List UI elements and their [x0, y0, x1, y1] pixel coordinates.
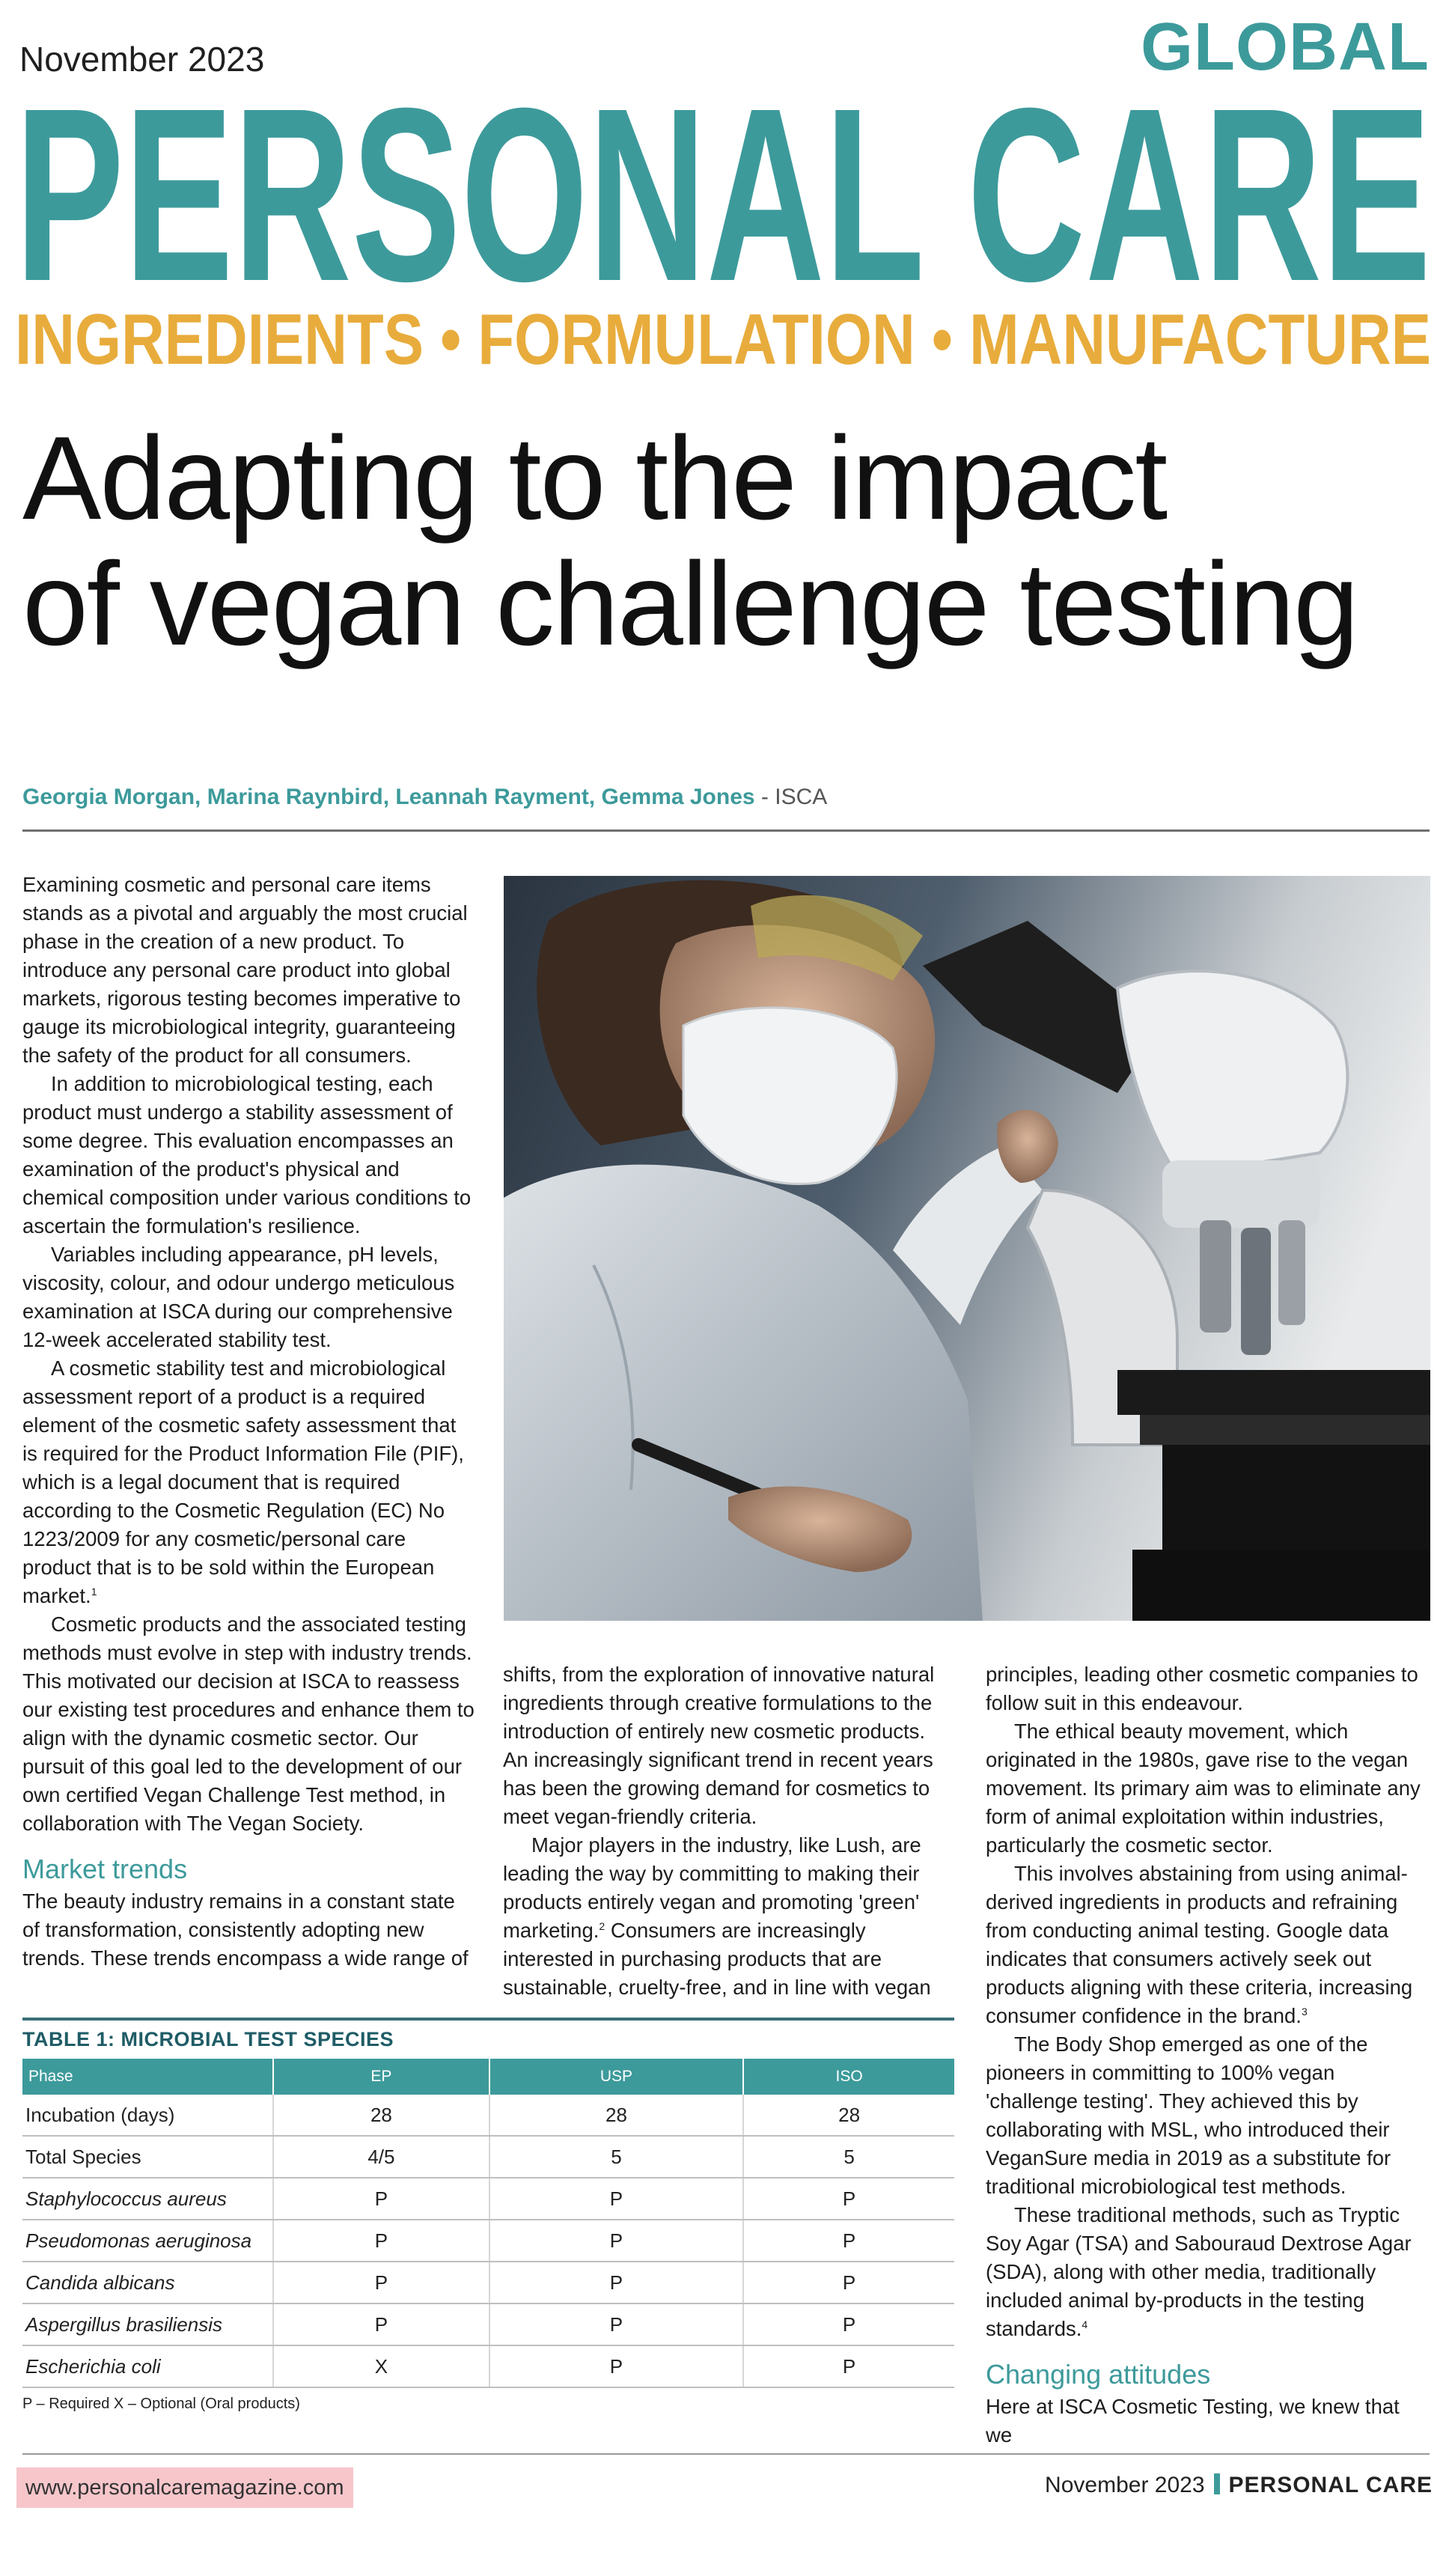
table-row [22, 2262, 954, 2304]
table-row [22, 2095, 954, 2136]
paragraph: The beauty industry remains in a constant state of transformation, consistently adopting new trends. These trends encompass a wide range of [22, 1890, 469, 1970]
paragraph: Cosmetic products and the associated testing methods must evolve in step with industry trends. This motivated our decision at ISCA to reassess our existing test procedures and enhance them to align with the dynamic cosmetic sector. Our pursuit of this goal led to the development of our own certified Vegan Challenge Test method, in collaboration with The Vegan Society. [22, 1613, 475, 1835]
cell: P [743, 2304, 954, 2345]
magazine-logo [15, 84, 1434, 301]
magazine-tagline [15, 301, 1434, 376]
microbial-species-table [22, 2018, 954, 2413]
cell: P [743, 2345, 954, 2387]
footnote-ref: 3 [1301, 2005, 1308, 2018]
issue-date: November 2023 [19, 40, 265, 79]
cell: 28 [489, 2095, 743, 2136]
header-ep: EP [273, 2059, 489, 2095]
cell: P [489, 2262, 743, 2304]
footnote-ref: 1 [91, 1585, 97, 1598]
paragraph: In addition to microbiological testing, each product must undergo a stability assessment of some degree. This evaluation encompasses an examination of the product's physical and chemical composition under various conditions to ascertain the formulation's resilience. [22, 1072, 472, 1237]
byline [22, 785, 827, 810]
footnote-ref: 2 [599, 1919, 605, 1932]
table-legend-note: P – Required X – Optional (Oral products) [22, 2396, 300, 2412]
header-usp: USP [489, 2059, 743, 2095]
paragraph: principles, leading other cosmetic companies to follow suit in this endeavour. [986, 1663, 1418, 1714]
table-row [22, 2220, 954, 2262]
lab-microscope-photo [504, 876, 1430, 1621]
row-label: Aspergillus brasiliensis [22, 2304, 273, 2345]
table-title: TABLE 1: MICROBIAL TEST SPECIES [22, 2028, 394, 2050]
cell: P [273, 2178, 489, 2220]
magazine-brand-name: PERSONAL CARE [15, 84, 1431, 301]
cell: 28 [743, 2095, 954, 2136]
footer-magazine-name: PERSONAL CARE [1228, 2473, 1433, 2497]
paragraph: shifts, from the exploration of innovative natural ingredients through creative formulations to the introduction of entirely new cosmetic products. An increasingly significant trend in recent years has been the growing demand for cosmetics to meet vegan-friendly criteria. [503, 1663, 935, 1828]
magazine-tagline-text: INGREDIENTS • FORMULATION • MANUFACTURE [15, 301, 1431, 376]
table-row [22, 2178, 954, 2220]
cell: P [273, 2220, 489, 2262]
table-row [22, 2304, 954, 2345]
paragraph: Variables including appearance, pH levels, viscosity, colour, and odour undergo meticulous examination at ISCA during our comprehensive 12-week accelerated stability test. [22, 1243, 455, 1351]
table-top-rule [22, 2018, 954, 2021]
cell: P [489, 2304, 743, 2345]
magazine-website-link[interactable]: www.personalcaremagazine.com [16, 2467, 353, 2508]
section-heading-market-trends: Market trends [22, 1854, 188, 1884]
cell: P [489, 2220, 743, 2262]
row-label: Candida albicans [22, 2262, 273, 2304]
cell: P [489, 2345, 743, 2387]
cell: P [743, 2178, 954, 2220]
byline-authors: Georgia Morgan, Marina Raynbird, Leannah Rayment, Gemma Jones [22, 785, 755, 809]
table-row [22, 2345, 954, 2387]
section-heading-changing-attitudes: Changing attitudes [986, 2359, 1211, 2390]
cell: P [273, 2262, 489, 2304]
cell: P [489, 2178, 743, 2220]
paragraph-text: A cosmetic stability test and microbiological assessment report of a product is a required element of the cosmetic safety assessment that is required for the Product Information File (PIF), which is a legal document that is required according to the Cosmetic Regulation (EC) No 1223/2009 for any cosmetic/personal care product that is to be sold within the European market. [22, 1356, 464, 1607]
cell: 4/5 [273, 2136, 489, 2178]
paragraph: Here at ISCA Cosmetic Testing, we knew that we [986, 2395, 1400, 2446]
header-phase: Phase [22, 2059, 273, 2095]
paragraph: The Body Shop emerged as one of the pioneers in committing to 100% vegan 'challenge testing'. They achieved this by collaborating with MSL, who introduced their VeganSure media in 2019 as a substitute for traditional microbiological test methods. [986, 2033, 1391, 2198]
header-iso: ISO [743, 2059, 954, 2095]
paragraph [22, 1354, 475, 1610]
footer-date: November 2023 [1045, 2473, 1205, 2497]
paragraph-text: Consumers are increasingly interested in purchasing products that are sustainable, cruelty-free, and in line with vegan [503, 1919, 931, 1999]
row-label: Incubation (days) [22, 2095, 273, 2136]
row-label: Staphylococcus aureus [22, 2178, 273, 2220]
article-column-3 [986, 1660, 1429, 2449]
headline-line-1: Adapting to the impact [22, 412, 1167, 544]
row-label: Escherichia coli [22, 2345, 273, 2387]
article-column-2 [503, 1660, 952, 2002]
headline-line-2: of vegan challenge testing [22, 538, 1358, 670]
paragraph: The ethical beauty movement, which originated in the 1980s, gave rise to the vegan movement. Its primary aim was to eliminate any form of animal exploitation within industries, particularly the cosmetic sector. [986, 1720, 1421, 1857]
row-label: Pseudomonas aeruginosa [22, 2220, 273, 2262]
paragraph-text: These traditional methods, such as Tryptic Soy Agar (TSA) and Sabouraud Dextrose Agar (SDA), along with other media, traditionally included animal by-products in the testing standards. [986, 2203, 1412, 2340]
cell: P [743, 2262, 954, 2304]
table-row [22, 2136, 954, 2178]
species-table [22, 2059, 954, 2388]
footer-separator [1214, 2473, 1220, 2494]
cell: P [273, 2304, 489, 2345]
table-header-row [22, 2059, 954, 2095]
paragraph [986, 2201, 1429, 2343]
paragraph [503, 1831, 952, 2002]
cell: 5 [489, 2136, 743, 2178]
masthead-global: GLOBAL [1141, 10, 1430, 85]
paragraph-text: This involves abstaining from using animal-derived ingredients in products and refraining from conducting animal testing. Google data indicates that consumers actively seek out products aligning with these criteria, increasing consumer confidence in the brand. [986, 1862, 1413, 2027]
cell: X [273, 2345, 489, 2387]
paragraph: Examining cosmetic and personal care items stands as a pivotal and arguably the most crucial phase in the creation of a new product. To introduce any personal care product into global markets, rigorous testing becomes imperative to gauge its microbiological integrity, guaranteeing the safety of the product for all consumers. [22, 873, 468, 1067]
paragraph [986, 1860, 1429, 2030]
cell: 28 [273, 2095, 489, 2136]
byline-organization: - ISCA [760, 785, 828, 809]
footnote-ref: 4 [1082, 2318, 1088, 2330]
footer-divider [22, 2453, 1430, 2455]
cell: P [743, 2220, 954, 2262]
row-label: Total Species [22, 2136, 273, 2178]
article-headline [22, 412, 1430, 670]
cell: 5 [743, 2136, 954, 2178]
paragraph-text: Major players in the industry, like Lush, are leading the way by committing to making their products entirely vegan and promoting 'green' marketing. [503, 1833, 921, 1942]
header-divider [22, 829, 1430, 832]
article-column-1 [22, 871, 475, 1973]
footer-issue [1045, 2473, 1433, 2498]
